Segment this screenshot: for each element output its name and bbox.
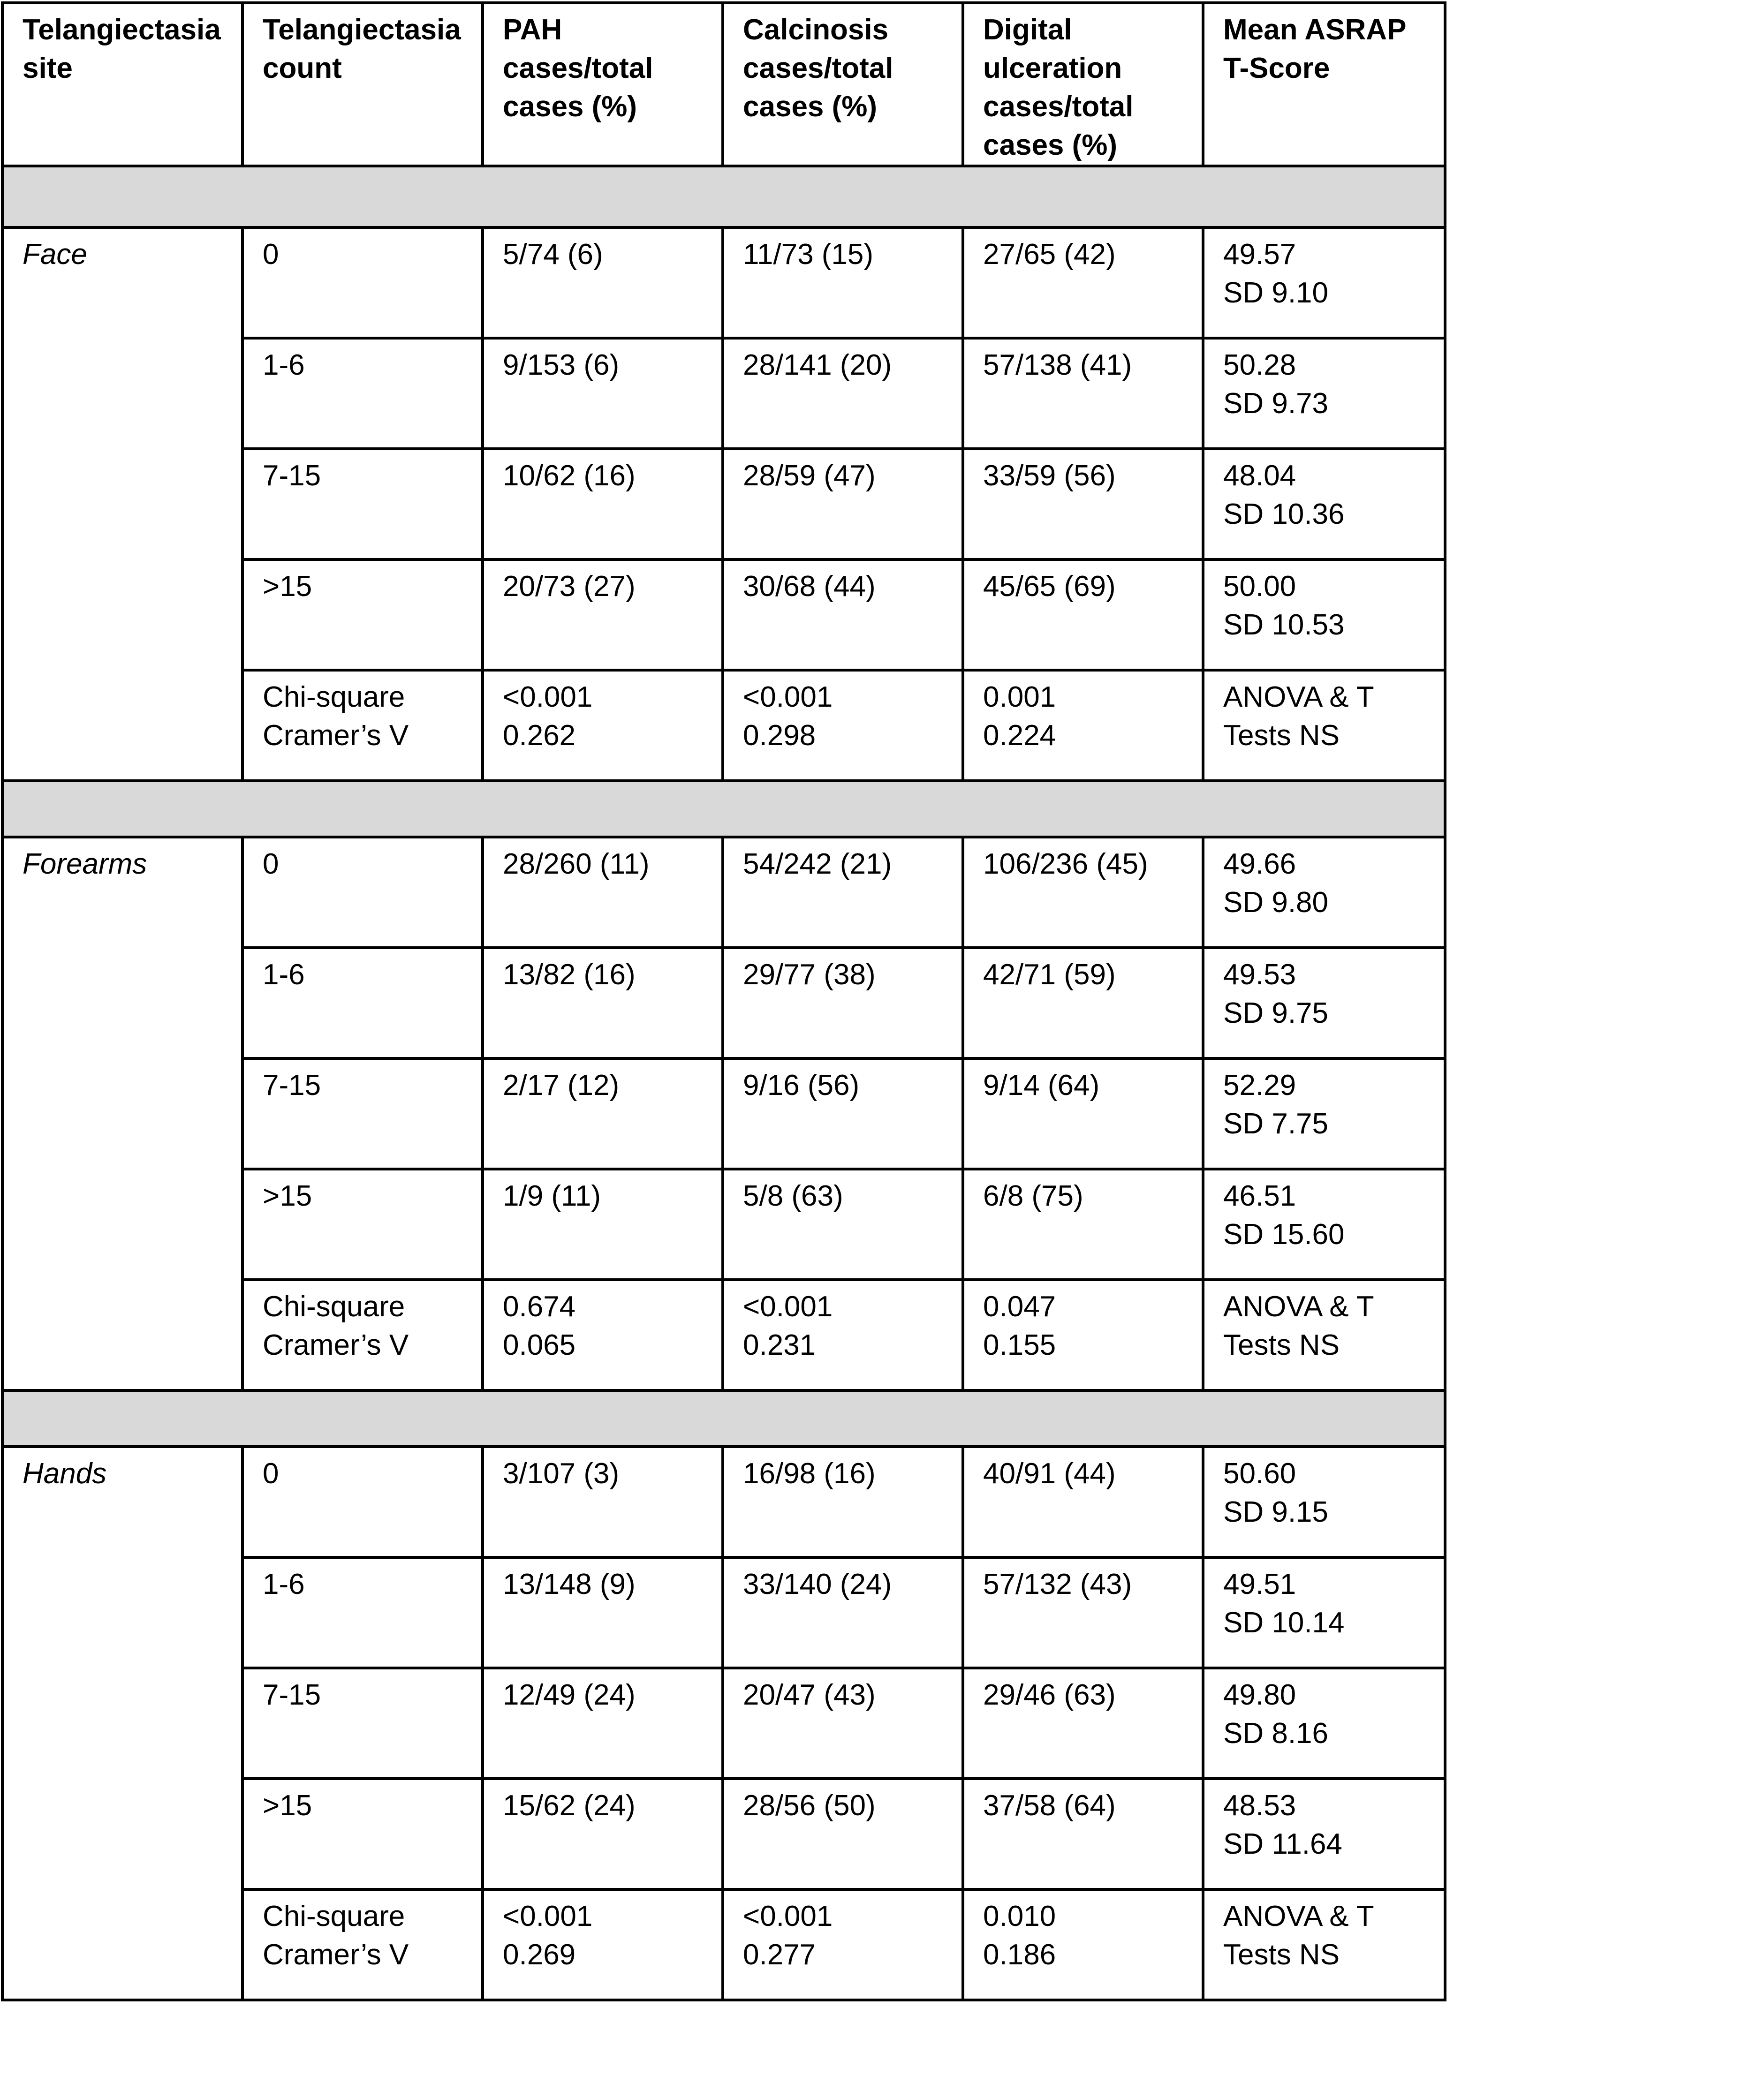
pah-cell: 20/73 (27) — [483, 559, 723, 670]
calcinosis-cell: 29/77 (38) — [723, 948, 963, 1058]
calcinosis-cell: 5/8 (63) — [723, 1169, 963, 1280]
asrap-score-cell: 49.57 SD 9.10 — [1203, 227, 1445, 338]
count-cell: 1-6 — [242, 338, 483, 449]
digital-ulceration-stat-cell: 0.047 0.155 — [963, 1280, 1203, 1390]
count-cell: 7-15 — [242, 449, 483, 559]
digital-ulceration-cell: 29/46 (63) — [963, 1668, 1203, 1779]
asrap-score-cell: 48.04 SD 10.36 — [1203, 449, 1445, 559]
pah-cell: 28/260 (11) — [483, 837, 723, 948]
asrap-score-cell: 50.60 SD 9.15 — [1203, 1447, 1445, 1557]
digital-ulceration-stat-cell: 0.010 0.186 — [963, 1889, 1203, 2000]
pah-cell: 10/62 (16) — [483, 449, 723, 559]
pah-stat-cell: <0.001 0.262 — [483, 670, 723, 781]
calcinosis-cell: 33/140 (24) — [723, 1557, 963, 1668]
digital-ulceration-cell: 33/59 (56) — [963, 449, 1203, 559]
pah-cell: 13/82 (16) — [483, 948, 723, 1058]
asrap-score-cell: 49.53 SD 9.75 — [1203, 948, 1445, 1058]
section-separator — [2, 1390, 1445, 1447]
site-label: Hands — [2, 1447, 242, 2000]
asrap-score-cell: 49.80 SD 8.16 — [1203, 1668, 1445, 1779]
calcinosis-stat-cell: <0.001 0.277 — [723, 1889, 963, 2000]
digital-ulceration-cell: 106/236 (45) — [963, 837, 1203, 948]
calcinosis-cell: 9/16 (56) — [723, 1058, 963, 1169]
count-cell: 7-15 — [242, 1058, 483, 1169]
header-pah-cases: PAH cases/total cases (%) — [483, 3, 723, 166]
calcinosis-cell: 20/47 (43) — [723, 1668, 963, 1779]
separator-cell — [2, 166, 1445, 227]
section-separator — [2, 166, 1445, 227]
header-digital-ulceration-cases: Digital ulceration cases/total cases (%) — [963, 3, 1203, 166]
statistic-label-cell: Chi-square Cramer’s V — [242, 1280, 483, 1390]
calcinosis-stat-cell: <0.001 0.231 — [723, 1280, 963, 1390]
header-row — [2, 3, 1445, 166]
header-calcinosis-cases: Calcinosis cases/total cases (%) — [723, 3, 963, 166]
pah-cell: 12/49 (24) — [483, 1668, 723, 1779]
asrap-stat-cell: ANOVA & T Tests NS — [1203, 1889, 1445, 2000]
count-cell: 1-6 — [242, 1557, 483, 1668]
count-cell: >15 — [242, 1779, 483, 1889]
digital-ulceration-cell: 57/132 (43) — [963, 1557, 1203, 1668]
pah-cell: 3/107 (3) — [483, 1447, 723, 1557]
asrap-score-cell: 52.29 SD 7.75 — [1203, 1058, 1445, 1169]
table-row — [2, 1447, 1445, 1557]
pah-cell: 15/62 (24) — [483, 1779, 723, 1889]
calcinosis-cell: 30/68 (44) — [723, 559, 963, 670]
digital-ulceration-cell: 40/91 (44) — [963, 1447, 1203, 1557]
asrap-score-cell: 46.51 SD 15.60 — [1203, 1169, 1445, 1280]
pah-cell: 1/9 (11) — [483, 1169, 723, 1280]
table-row — [2, 837, 1445, 948]
digital-ulceration-cell: 27/65 (42) — [963, 227, 1203, 338]
count-cell: 0 — [242, 837, 483, 948]
pah-cell: 2/17 (12) — [483, 1058, 723, 1169]
telangiectasia-outcomes-table — [1, 1, 1446, 2001]
site-label: Face — [2, 227, 242, 781]
count-cell: 1-6 — [242, 948, 483, 1058]
calcinosis-stat-cell: <0.001 0.298 — [723, 670, 963, 781]
count-cell: 7-15 — [242, 1668, 483, 1779]
calcinosis-cell: 16/98 (16) — [723, 1447, 963, 1557]
pah-cell: 5/74 (6) — [483, 227, 723, 338]
calcinosis-cell: 28/141 (20) — [723, 338, 963, 449]
calcinosis-cell: 28/59 (47) — [723, 449, 963, 559]
site-label: Forearms — [2, 837, 242, 1390]
separator-cell — [2, 1390, 1445, 1447]
pah-cell: 9/153 (6) — [483, 338, 723, 449]
digital-ulceration-cell: 57/138 (41) — [963, 338, 1203, 449]
calcinosis-cell: 11/73 (15) — [723, 227, 963, 338]
statistic-label-cell: Chi-square Cramer’s V — [242, 670, 483, 781]
digital-ulceration-cell: 42/71 (59) — [963, 948, 1203, 1058]
pah-stat-cell: <0.001 0.269 — [483, 1889, 723, 2000]
digital-ulceration-cell: 6/8 (75) — [963, 1169, 1203, 1280]
pah-stat-cell: 0.674 0.065 — [483, 1280, 723, 1390]
asrap-stat-cell: ANOVA & T Tests NS — [1203, 670, 1445, 781]
count-cell: >15 — [242, 1169, 483, 1280]
asrap-score-cell: 48.53 SD 11.64 — [1203, 1779, 1445, 1889]
pah-cell: 13/148 (9) — [483, 1557, 723, 1668]
count-cell: 0 — [242, 1447, 483, 1557]
count-cell: >15 — [242, 559, 483, 670]
asrap-score-cell: 50.28 SD 9.73 — [1203, 338, 1445, 449]
digital-ulceration-cell: 45/65 (69) — [963, 559, 1203, 670]
digital-ulceration-cell: 9/14 (64) — [963, 1058, 1203, 1169]
statistic-label-cell: Chi-square Cramer’s V — [242, 1889, 483, 2000]
asrap-stat-cell: ANOVA & T Tests NS — [1203, 1280, 1445, 1390]
calcinosis-cell: 28/56 (50) — [723, 1779, 963, 1889]
separator-cell — [2, 781, 1445, 837]
asrap-score-cell: 50.00 SD 10.53 — [1203, 559, 1445, 670]
asrap-score-cell: 49.51 SD 10.14 — [1203, 1557, 1445, 1668]
table-row — [2, 227, 1445, 338]
header-mean-asrap-t-score: Mean ASRAP T-Score — [1203, 3, 1445, 166]
asrap-score-cell: 49.66 SD 9.80 — [1203, 837, 1445, 948]
header-telangiectasia-site: Telangiectasia site — [2, 3, 242, 166]
calcinosis-cell: 54/242 (21) — [723, 837, 963, 948]
digital-ulceration-cell: 37/58 (64) — [963, 1779, 1203, 1889]
section-separator — [2, 781, 1445, 837]
count-cell: 0 — [242, 227, 483, 338]
header-telangiectasia-count: Telangiectasia count — [242, 3, 483, 166]
digital-ulceration-stat-cell: 0.001 0.224 — [963, 670, 1203, 781]
